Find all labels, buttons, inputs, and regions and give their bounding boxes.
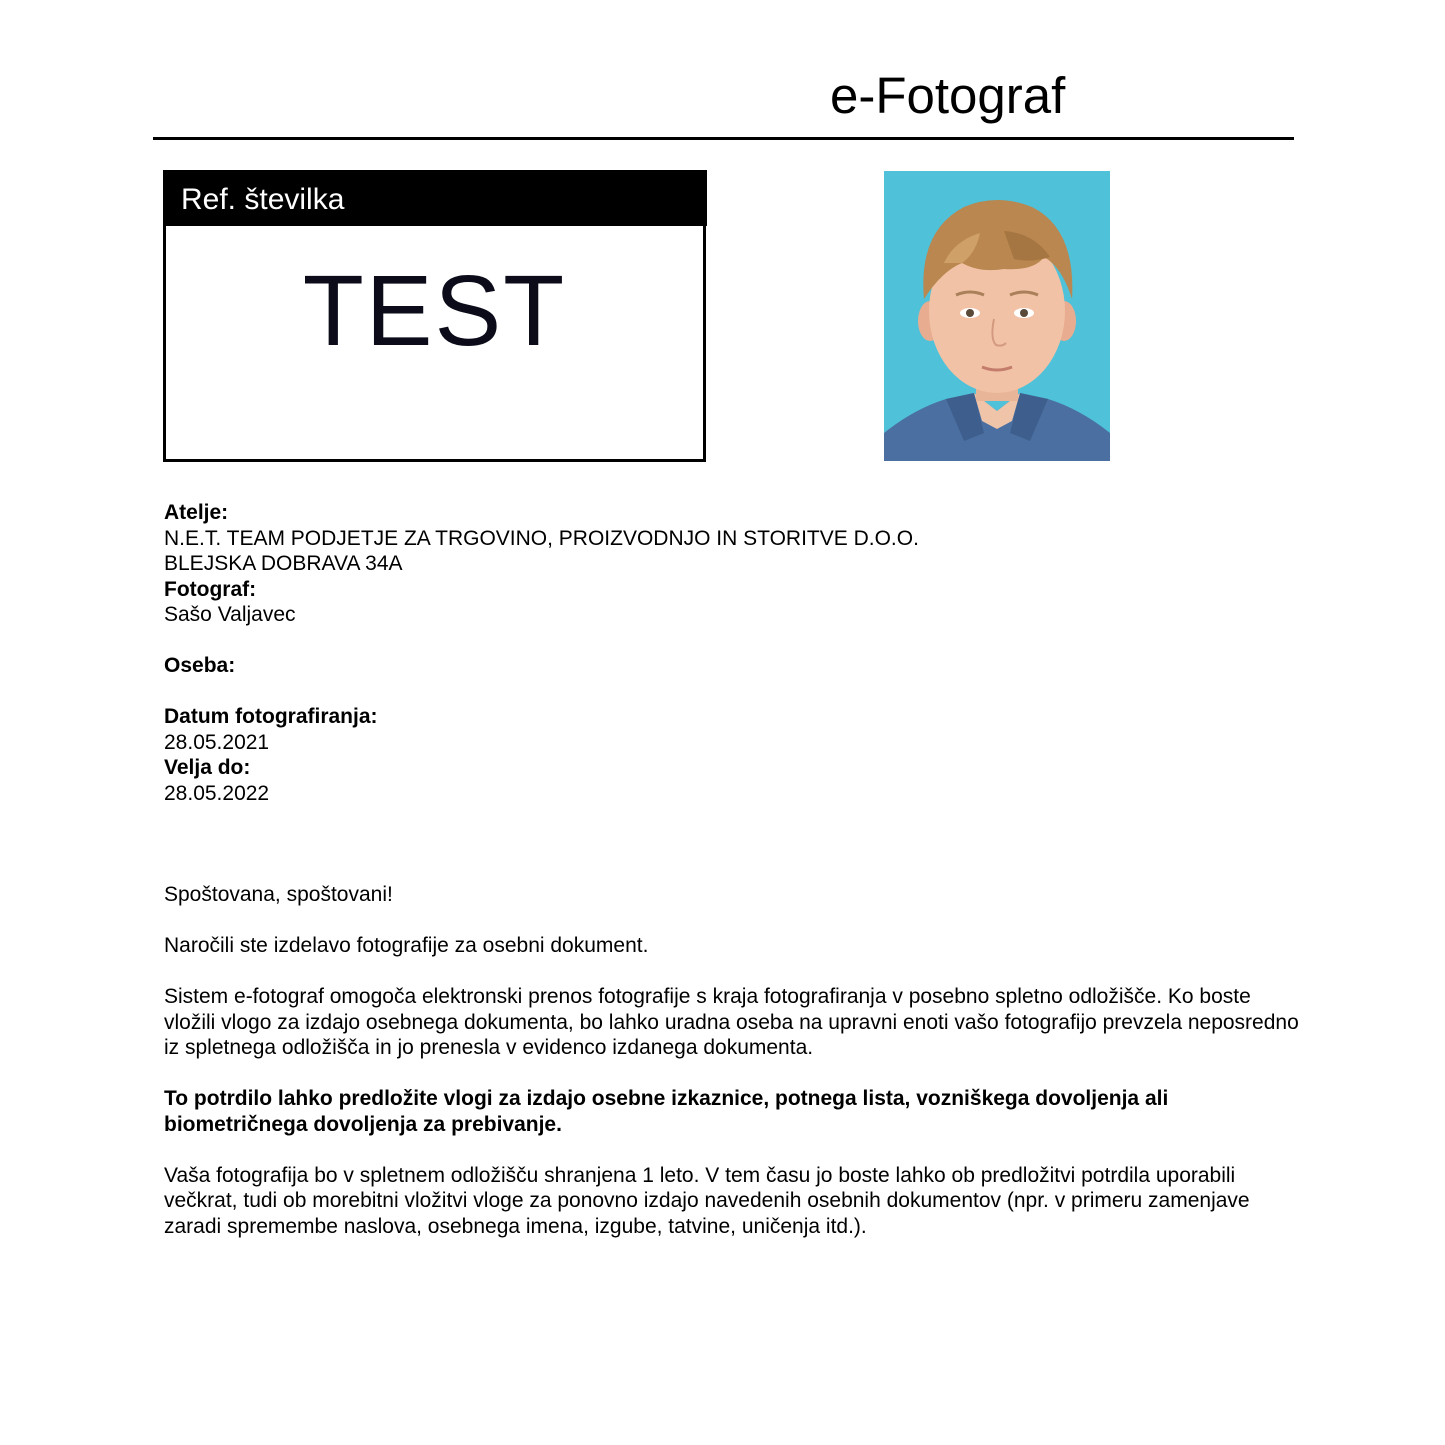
valid-label: Velja do: xyxy=(164,756,251,779)
reference-label: Ref. številka xyxy=(163,170,707,226)
reference-value: TEST xyxy=(302,255,567,367)
photographer-name: Sašo Valjavec xyxy=(164,603,296,626)
photographer-label: Fotograf: xyxy=(164,577,257,601)
reference-value-box xyxy=(163,226,706,462)
person-label: Oseba: xyxy=(164,654,236,677)
portrait-photo xyxy=(884,171,1110,461)
date-value: 28.05.2021 xyxy=(164,730,270,754)
paragraph-storage: Vaša fotografija bo v spletnem odložišču shranjena 1 leto. V tem času jo boste lahko ob predložitvi potrdila uporabili večkrat, tudi ob morebitni vložitvi vloge za ponovno izdajo navedenih osebnih dokumentov (npr. v primeru zamenjave zaradi spremembe naslova, osebnega imena, izgube, tatvine, uničenja itd.). xyxy=(164,1163,1250,1238)
info-section xyxy=(164,500,1304,806)
reference-box xyxy=(163,170,706,462)
studio-label: Atelje: xyxy=(164,501,229,524)
letter-section xyxy=(164,882,1304,1265)
spacer xyxy=(164,628,1304,654)
paragraph-order: Naročili ste izdelavo fotografije za osebni dokument. xyxy=(164,934,649,957)
portrait-illustration xyxy=(884,171,1110,461)
paragraph-usage: To potrdilo lahko predložite vlogi za izdajo osebne izkaznice, potnega lista, vozniškega dovoljenja ali biometričnega dovoljenja za prebivanje. xyxy=(164,1087,1169,1136)
date-label: Datum fotografiranja: xyxy=(164,705,378,728)
document-title: e-Fotograf xyxy=(830,67,1066,124)
studio-address: BLEJSKA DOBRAVA 34A xyxy=(164,552,403,575)
paragraph-system: Sistem e-fotograf omogoča elektronski prenos fotografije s kraja fotografiranja v posebno spletno odložišče. Ko boste vložili vlogo za izdajo osebnega dokumenta, bo lahko uradna oseba na upravni enoti vašo fotografijo prevzela neposredno iz spletnega odložišča in jo prenesla v evidenco izdanega dokumenta. xyxy=(164,985,1299,1059)
valid-value: 28.05.2022 xyxy=(164,781,270,805)
greeting: Spoštovana, spoštovani! xyxy=(164,883,393,906)
person-name xyxy=(164,679,1304,705)
title-divider xyxy=(153,137,1294,140)
studio-name: N.E.T. TEAM PODJETJE ZA TRGOVINO, PROIZVODNJO IN STORITVE D.O.O. xyxy=(164,526,919,550)
